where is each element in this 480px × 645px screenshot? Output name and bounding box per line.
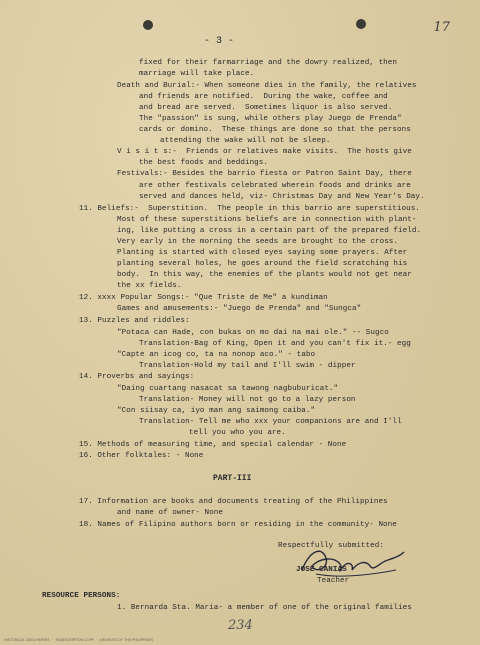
text-line: fixed for their farmarriage and the dowry realized, then bbox=[139, 59, 397, 67]
handwritten-page-number: 17 bbox=[433, 20, 450, 35]
text-line: Most of these superstitions beliefs are in connection with plant- bbox=[117, 216, 417, 224]
handwritten-signature bbox=[296, 540, 406, 584]
teacher-title: Teacher bbox=[317, 577, 350, 585]
text-line: "Con siisay ca, iyo man ang saimong caiba." bbox=[117, 407, 316, 415]
text-line: 1. Bernarda Sta. Maria- a member of one of the original families bbox=[117, 604, 412, 612]
text-line: Translation- Tell me who xxx your companions are and I'll bbox=[139, 418, 402, 426]
text-line: The "passion" is sung, while others play Juego de Prenda" bbox=[139, 115, 402, 123]
handwritten-archive-number: 234 bbox=[228, 618, 253, 633]
text-line: Games and amusements:- "Juego de Prenda" and "Sungca" bbox=[117, 305, 362, 313]
text-line: "Capte an icog co, ta na nonop aco." - tabo bbox=[117, 351, 316, 359]
text-line: marriage will take place. bbox=[139, 70, 255, 78]
text-line: tell you who you are. bbox=[189, 429, 286, 437]
text-line: served and dances held, viz- Christmas Day and New Year's Day. bbox=[139, 193, 425, 201]
text-line: 12. xxxx Popular Songs:- "Que Triste de Me" a kundiman bbox=[79, 294, 328, 302]
text-line: "Potaca can Hade, con bukas on mo dai na mai ole." -- Sugco bbox=[117, 329, 389, 337]
text-line: Festivals:- Besides the barrio fiesta or Patron Saint Day, there bbox=[117, 170, 412, 178]
footer-caption: HISTORICAL DATA PAPERS · TRANSCRIPTION COPY · ARCHIVES OF THE PHILIPPINES bbox=[4, 638, 154, 642]
text-line: the xx fields. bbox=[117, 282, 182, 290]
text-line: "Daing cuartang nasacat sa tawong nagbuburicat." bbox=[117, 385, 339, 393]
text-line: 17. Information are books and documents treating of the Philippines bbox=[79, 498, 388, 506]
text-line: Death and Burial:- When someone dies in the family, the relatives bbox=[117, 82, 417, 90]
page-number: - 3 - bbox=[204, 36, 235, 47]
text-line: 18. Names of Filipino authors born or residing in the community- None bbox=[79, 521, 397, 529]
part-heading: PART-III bbox=[213, 474, 252, 483]
text-line: Very early in the morning the seeds are brought to the cross. bbox=[117, 238, 399, 246]
text-line: the best foods and beddings. bbox=[139, 159, 268, 167]
text-line: 16. Other folktales: - None bbox=[79, 452, 204, 460]
text-line: V i s i t s:- Friends or relatives make visits. The hosts give bbox=[117, 148, 412, 156]
text-line: are other festivals celebrated wherein foods and drinks are bbox=[139, 182, 411, 190]
punch-hole bbox=[143, 20, 153, 30]
text-line: 13. Puzzles and riddles: bbox=[79, 317, 190, 325]
text-line: Translation- Money will not go to a lazy person bbox=[139, 396, 356, 404]
text-line: 14. Proverbs and sayings: bbox=[79, 373, 195, 381]
text-line: ing, like putting a cross in a certain part of the prepared field. bbox=[117, 227, 422, 235]
text-line: Translation-Bag of King, Open it and you can't fix it.- egg bbox=[139, 340, 411, 348]
text-line: 11. Beliefs:- Superstition. The people in this barrio are superstitious. bbox=[79, 205, 420, 213]
text-line: and bread are served. Sometimes liquor is also served. bbox=[139, 104, 393, 112]
text-line: and friends are notified. During the wake, coffee and bbox=[139, 93, 388, 101]
punch-hole bbox=[356, 19, 366, 29]
section-heading: RESOURCE PERSONS: bbox=[42, 592, 121, 600]
text-line: 15. Methods of measuring time, and special calendar - None bbox=[79, 441, 347, 449]
text-line: attending the wake will not be sleep. bbox=[160, 137, 331, 145]
text-line: body. In this way, the enemies of the plants would not get near bbox=[117, 271, 412, 279]
text-line: Translation-Hold my tail and I'll swim - dipper bbox=[139, 362, 356, 370]
text-line: planting several holes, he goes around the field scratching his bbox=[117, 260, 408, 268]
teacher-name: JOSE CANIAS bbox=[296, 566, 347, 574]
text-line: Planting is started with closed eyes saying some prayers. After bbox=[117, 249, 408, 257]
text-line: and name of owner- None bbox=[117, 509, 223, 517]
text-line: cards or domino. These things are done so that the persons bbox=[139, 126, 411, 134]
closing-text: Respectfully submitted: bbox=[278, 542, 384, 550]
